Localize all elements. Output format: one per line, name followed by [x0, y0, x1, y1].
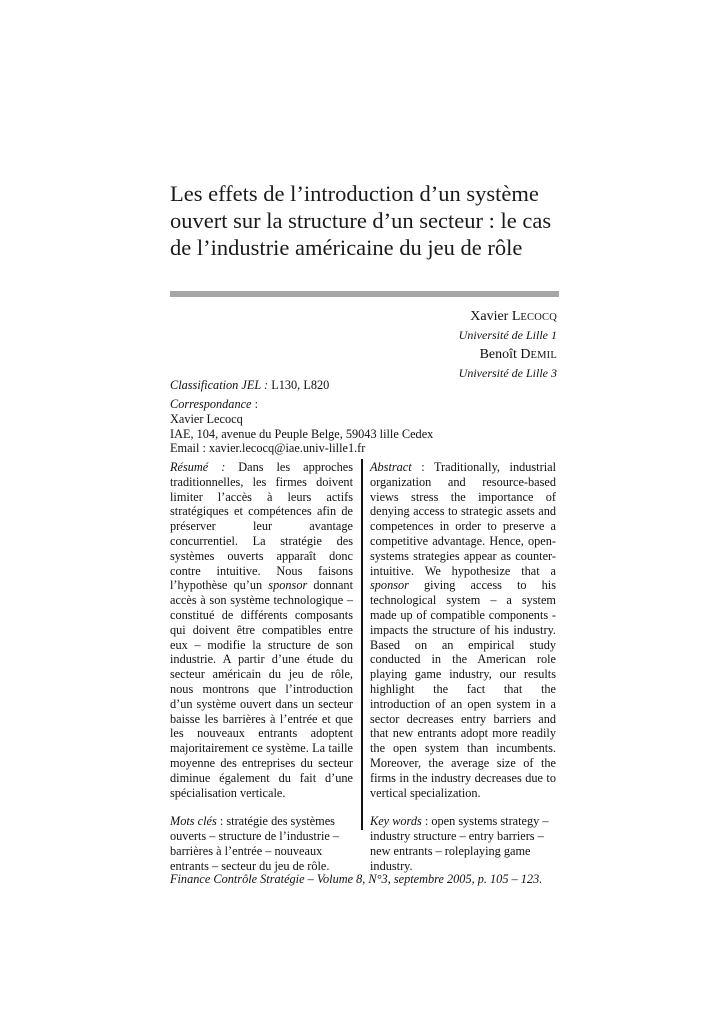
- correspondence-label: Correspondance: [170, 397, 252, 411]
- resume-column: [170, 460, 353, 874]
- resume-text-part-2: donnant accès à son système technologique – constitué de différents composants qui doivent être compatibles entre eux – modifie la structure de son industrie. A partir d’une étude du secteur américain du jeu de rôle, nous montrons que l’introduction d’un système ouvert dans un secteur baisse les barrières à l’entrée et que les nouveaux entrants adoptent majoritairement ce système. La taille moyenne des entreprises du secteur diminue également du fait d’une spécialisation verticale.: [170, 578, 353, 800]
- resume-text-part-1: Dans les approches traditionnelles, les firmes doivent limiter l’accès à leurs actifs stratégiques et compétences afin de préserver leur avantage concurrentiel. La stratégie des systèmes ouverts apparaît donc contre intuitive. Nous faisons l’hypothèse qu’un: [170, 460, 353, 593]
- column-divider: [361, 459, 363, 830]
- correspondence-block: [170, 397, 433, 456]
- author-last-initial: L: [511, 309, 521, 324]
- abstract-text-part-2: giving access to his technological system – a system made up of compatible components - impacts the structure of his industry. Based on an empirical study conducted in the American role playing game industry, our results highlight the fact that the introduction of an open system in a sector decreases entry barriers and that new entrants adopt more readily the open system than incumbents. Moreover, the average size of the firms in the industry decreases due to vertical specialization.: [370, 578, 556, 800]
- key-words-paragraph: [370, 814, 556, 873]
- correspondence-colon: :: [251, 397, 259, 411]
- author-first-name: Xavier: [470, 309, 512, 324]
- jel-classification: [170, 378, 329, 393]
- correspondence-name: Xavier Lecocq: [170, 411, 243, 426]
- resume-label: Résumé :: [170, 460, 226, 474]
- author-first-name: Benoît: [479, 347, 521, 362]
- author-name-demil: [300, 346, 557, 365]
- mots-cles-text: : stratégie des systèmes ouverts – structure de l’industrie – barrières à l’entrée – nouveaux entrants – secteur du jeu de rôle.: [170, 814, 340, 873]
- journal-citation-footer: Finance Contrôle Stratégie – Volume 8, N°3, septembre 2005, p. 105 – 123.: [170, 872, 543, 886]
- key-words-text: : open systems strategy – industry structure – entry barriers – new entrants – roleplaying game industry.: [370, 814, 549, 873]
- abstract-text-part-1: : Traditionally, industrial organization and resource-based views stress the importance of denying access to strategic assets and competences in order to preserve a competitive advantage. Hence, open-systems strategies appear as counter-intuitive. We hypothesize that a: [370, 460, 556, 578]
- abstract-label: Abstract: [370, 460, 412, 474]
- abstract-paragraph: [370, 460, 556, 800]
- affiliation-lille1: Université de Lille 1: [458, 328, 557, 342]
- affiliation-lille3: Université de Lille 3: [458, 366, 557, 380]
- article-title: Les effets de l’introduction d’un système ouvert sur la structure d’un secteur : le cas de l’industrie américaine du jeu de rôle: [170, 181, 552, 260]
- abstract-sponsor-term: sponsor: [370, 578, 409, 593]
- jel-label: Classification JEL :: [170, 378, 269, 392]
- resume-sponsor-term: sponsor: [268, 578, 308, 593]
- resume-paragraph: [170, 460, 353, 800]
- author-last-name-smallcaps: EMIL: [530, 350, 557, 361]
- correspondence-address: IAE, 104, avenue du Peuple Belge, 59043 lille Cedex: [170, 426, 434, 441]
- author-last-initial: D: [520, 347, 531, 362]
- author-block: [300, 306, 557, 384]
- key-words-label: Key words: [370, 814, 422, 829]
- mots-cles-paragraph: [170, 814, 353, 873]
- correspondence-email: Email : xavier.lecocq@iae.univ-lille1.fr: [170, 441, 366, 456]
- jel-codes: L130, L820: [268, 378, 330, 392]
- mots-cles-label: Mots clés: [170, 814, 217, 829]
- author-name-lecocq: [300, 308, 557, 327]
- author-last-name-smallcaps: ECOCQ: [520, 312, 557, 323]
- abstract-column: [370, 460, 556, 874]
- title-underline-rule: [170, 291, 559, 297]
